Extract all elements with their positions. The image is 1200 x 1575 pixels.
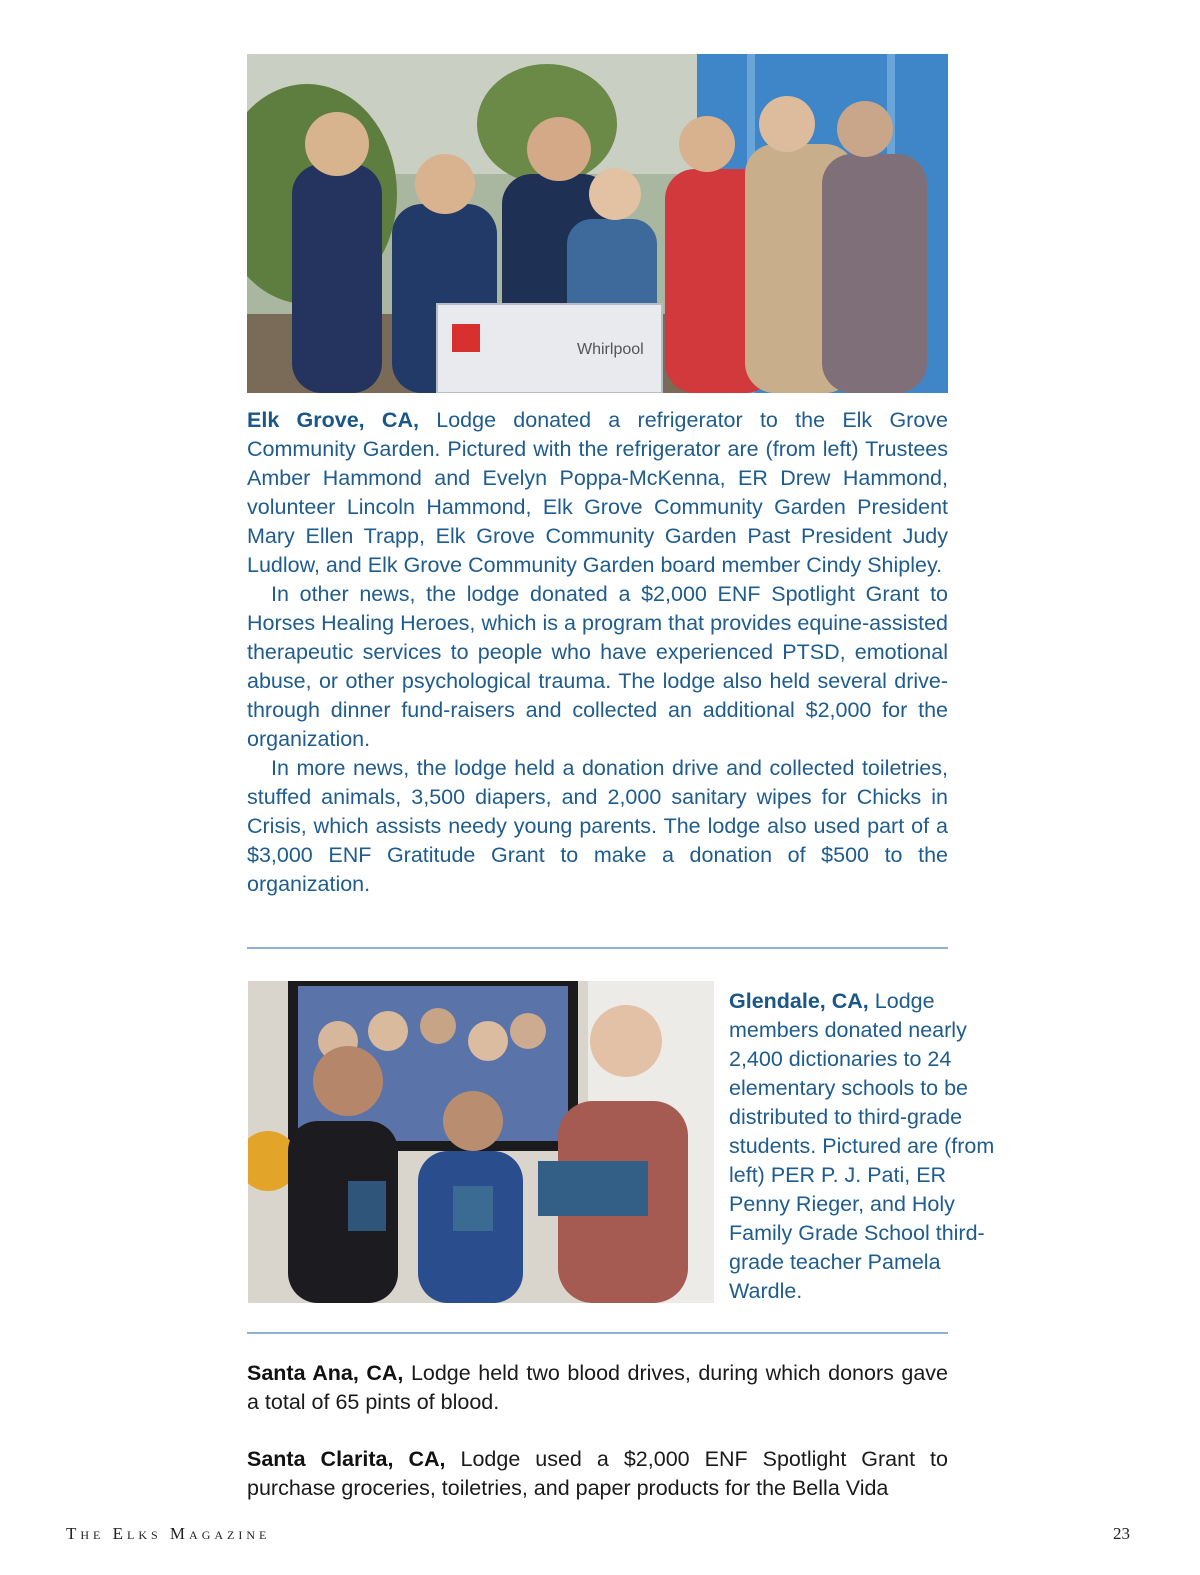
santa-clarita-body: Lodge used a $2,000 ENF Spotlight Grant to purchase groceries, toiletries, and paper products for the Bella Vida <box>247 1447 948 1500</box>
section-divider <box>247 1332 948 1334</box>
elk-grove-paragraph-3: In more news, the lodge held a donation drive and collected toiletries, stuffed animals, 3,500 diapers, and 2,000 sanitary wipes for Chicks in Crisis, which assists needy young parents. The lodge also used part of a $3,000 ENF Gratitude Grant to make a donation of $500 to the organization. <box>247 756 948 896</box>
elk-grove-caption: Lodge donated a refrigerator to the Elk Grove Community Garden. Pictured with the refrigerator are (from left) Trustees Amber Hammond and Evelyn Poppa-McKenna, ER Drew Hammond, volunteer Lincoln Hammond, Elk Grove Community Garden President Mary Ellen Trapp, Elk Grove Community Garden Past President Judy Ludlow, and Elk Grove Community Garden board member Cindy Shipley. <box>247 408 949 577</box>
glendale-paragraph <box>729 987 1004 1306</box>
santa-ana-article <box>247 1359 948 1417</box>
santa-clarita-lead: Santa Clarita, CA, <box>247 1447 446 1471</box>
fridge-box-brand: Whirlpool <box>577 341 644 358</box>
glendale-article <box>729 987 1004 1306</box>
santa-ana-body: Lodge held two blood drives, during which donors gave a total of 65 pints of blood. <box>247 1361 948 1414</box>
glendale-lead: Glendale, CA, <box>729 989 869 1013</box>
elk-grove-paragraph-1 <box>247 406 948 580</box>
page-number: 23 <box>1113 1524 1130 1543</box>
magazine-title: The Elks Magazine <box>66 1524 271 1543</box>
elk-grove-paragraph-2: In other news, the lodge donated a $2,000 ENF Spotlight Grant to Horses Healing Heroes, which is a program that provides equine-assisted therapeutic services to people who have experienced PTSD, emotional abuse, or other psychological trauma. The lodge also held several drive-through dinner fund-raisers and collected an additional $2,000 for the organization. <box>247 582 948 751</box>
elk-grove-lead: Elk Grove, CA, <box>247 408 419 432</box>
glendale-caption: Lodge members donated nearly 2,400 dictionaries to 24 elementary schools to be distributed to third-grade students. Pictured are (from left) PER P. J. Pati, ER Penny Rieger, and Holy Family Grade School third-grade teacher Pamela Wardle. <box>729 989 995 1303</box>
elk-grove-article <box>247 406 948 899</box>
glendale-photo <box>248 981 714 1303</box>
section-divider <box>247 947 948 949</box>
santa-ana-lead: Santa Ana, CA, <box>247 1361 404 1385</box>
elk-grove-photo <box>247 54 948 393</box>
santa-clarita-article <box>247 1445 948 1503</box>
